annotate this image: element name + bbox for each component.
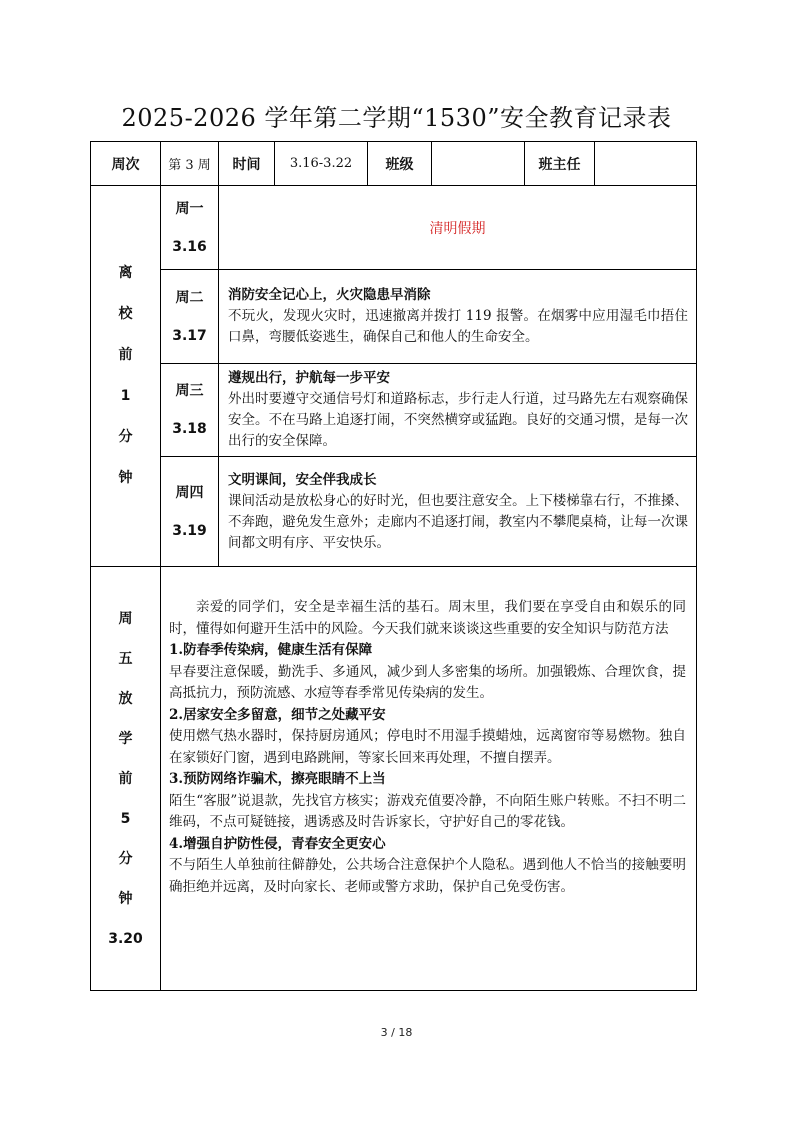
section-label-char: 五 — [118, 650, 133, 667]
section-body: 不与陌生人单独前往僻静处，公共场合注意保护个人隐私。遇到他人不恰当的接触要明确拒绝并远离，及时向家长、老师或警方求助，保护自己免受伤害。 — [169, 857, 686, 895]
section-label-char: 前 — [118, 770, 133, 787]
day-date: 3.19 — [172, 522, 207, 539]
day-name: 周二 — [175, 289, 204, 306]
friday-intro: 亲爱的同学们，安全是幸福生活的基石。周末里，我们要在享受自由和娱乐的同时，懂得如何避开生活中的风险。今天我们就来谈谈这些重要的安全知识与防范方法 — [169, 599, 686, 637]
content-heading: 遵规出行，护航每一步平安 — [228, 370, 390, 386]
content-body: 不玩火，发现火灾时，迅速撤离并拨打 119 报警。在烟雾中应用湿毛巾捂住口鼻，弯腰低姿逃生，确保自己和他人的生命安全。 — [228, 308, 688, 345]
content-body: 外出时要遵守交通信号灯和道路标志，步行走人行道，过马路先左右观察确保安全。不在马路上追逐打闹，不突然横穿或猛跑。良好的交通习惯，是每一次出行的安全保障。 — [228, 391, 688, 449]
content-heading: 文明课间，安全伴我成长 — [228, 471, 377, 488]
section-label-char: 学 — [118, 730, 133, 747]
content-body: 课间活动是放松身心的好时光，但也要注意安全。上下楼梯靠右行，不推搡、不奔跑，避免发生意外；走廊内不追逐打闹，教室内不攀爬桌椅，让每一次课间都文明有序、平安快乐。 — [228, 492, 688, 551]
page-number: 3 / 18 — [380, 1026, 413, 1039]
time-label: 时间 — [219, 142, 275, 186]
day-date: 3.16 — [172, 238, 207, 255]
section-label-char: 5 — [120, 810, 131, 827]
day-row-wednesday — [91, 364, 697, 457]
section-heading: 2.居家安全多留意，细节之处藏平安 — [169, 706, 386, 723]
safety-record-table — [90, 141, 697, 991]
section-body: 早春要注意保暖，勤洗手、多通风，减少到人多密集的场所。加强锻炼、合理饮食，提高抵抗力，预防流感、水痘等春季常见传染病的发生。 — [169, 663, 686, 701]
day-row-tuesday — [91, 270, 697, 364]
teacher-label: 班主任 — [525, 142, 595, 186]
section-body: 陌生“客服”说退款，先找官方核实；游戏充值要冷静，不向陌生账户转账。不扫不明二维码，不点可疑链接，遇诱惑及时告诉家长，守护好自己的零花钱。 — [169, 792, 686, 830]
page-title: 2025-2026 学年第二学期“1530”安全教育记录表 — [121, 104, 672, 132]
section-label-char: 前 — [118, 347, 133, 363]
week-label: 周次 — [91, 142, 161, 186]
section-label-char: 分 — [118, 850, 133, 867]
section-heading: 4.增强自护防性侵，青春安全更安心 — [169, 835, 386, 852]
day-content — [219, 270, 697, 364]
day-content — [219, 457, 697, 567]
day-row-thursday — [91, 457, 697, 567]
time-value: 3.16-3.22 — [275, 142, 368, 186]
day-row-monday — [91, 186, 697, 270]
class-label: 班级 — [368, 142, 432, 186]
section-label-char: 校 — [118, 306, 133, 322]
day-date: 3.17 — [172, 327, 207, 344]
day-name: 周三 — [175, 383, 204, 399]
section-label-before-school — [91, 186, 161, 567]
section-label-char: 钟 — [118, 470, 133, 486]
section-heading: 1.防春季传染病，健康生活有保障 — [169, 642, 373, 658]
section-label-char: 1 — [120, 388, 131, 404]
friday-row — [91, 567, 697, 991]
day-name: 周四 — [175, 484, 204, 501]
header-row — [91, 142, 697, 186]
section-heading: 3.预防网络诈骗术，擦亮眼睛不上当 — [169, 771, 386, 787]
day-cell — [161, 364, 219, 457]
content-heading: 消防安全记心上，火灾隐患早消除 — [228, 287, 431, 303]
class-value — [432, 142, 525, 186]
friday-content — [161, 567, 697, 991]
teacher-value — [595, 142, 697, 186]
holiday-text: 清明假期 — [219, 186, 697, 270]
section-label-friday — [91, 567, 161, 991]
section-label-char: 分 — [118, 429, 133, 445]
section-label-char: 钟 — [118, 890, 133, 907]
day-cell — [161, 186, 219, 270]
day-date: 3.18 — [172, 421, 207, 437]
section-label-char: 周 — [118, 610, 133, 627]
section-label-char: 放 — [118, 690, 133, 707]
day-cell — [161, 457, 219, 567]
section-label-char: 离 — [118, 265, 133, 281]
day-cell — [161, 270, 219, 364]
week-value: 第 3 周 — [161, 142, 219, 186]
day-name: 周一 — [175, 200, 204, 217]
day-content — [219, 364, 697, 457]
section-label-char: 3.20 — [108, 930, 143, 947]
section-body: 使用燃气热水器时，保持厨房通风；停电时不用湿手摸蜡烛，远离窗帘等易燃物。独自在家锁好门窗，遇到电路跳闸，等家长回来再处理，不擅自摆弄。 — [169, 728, 686, 766]
